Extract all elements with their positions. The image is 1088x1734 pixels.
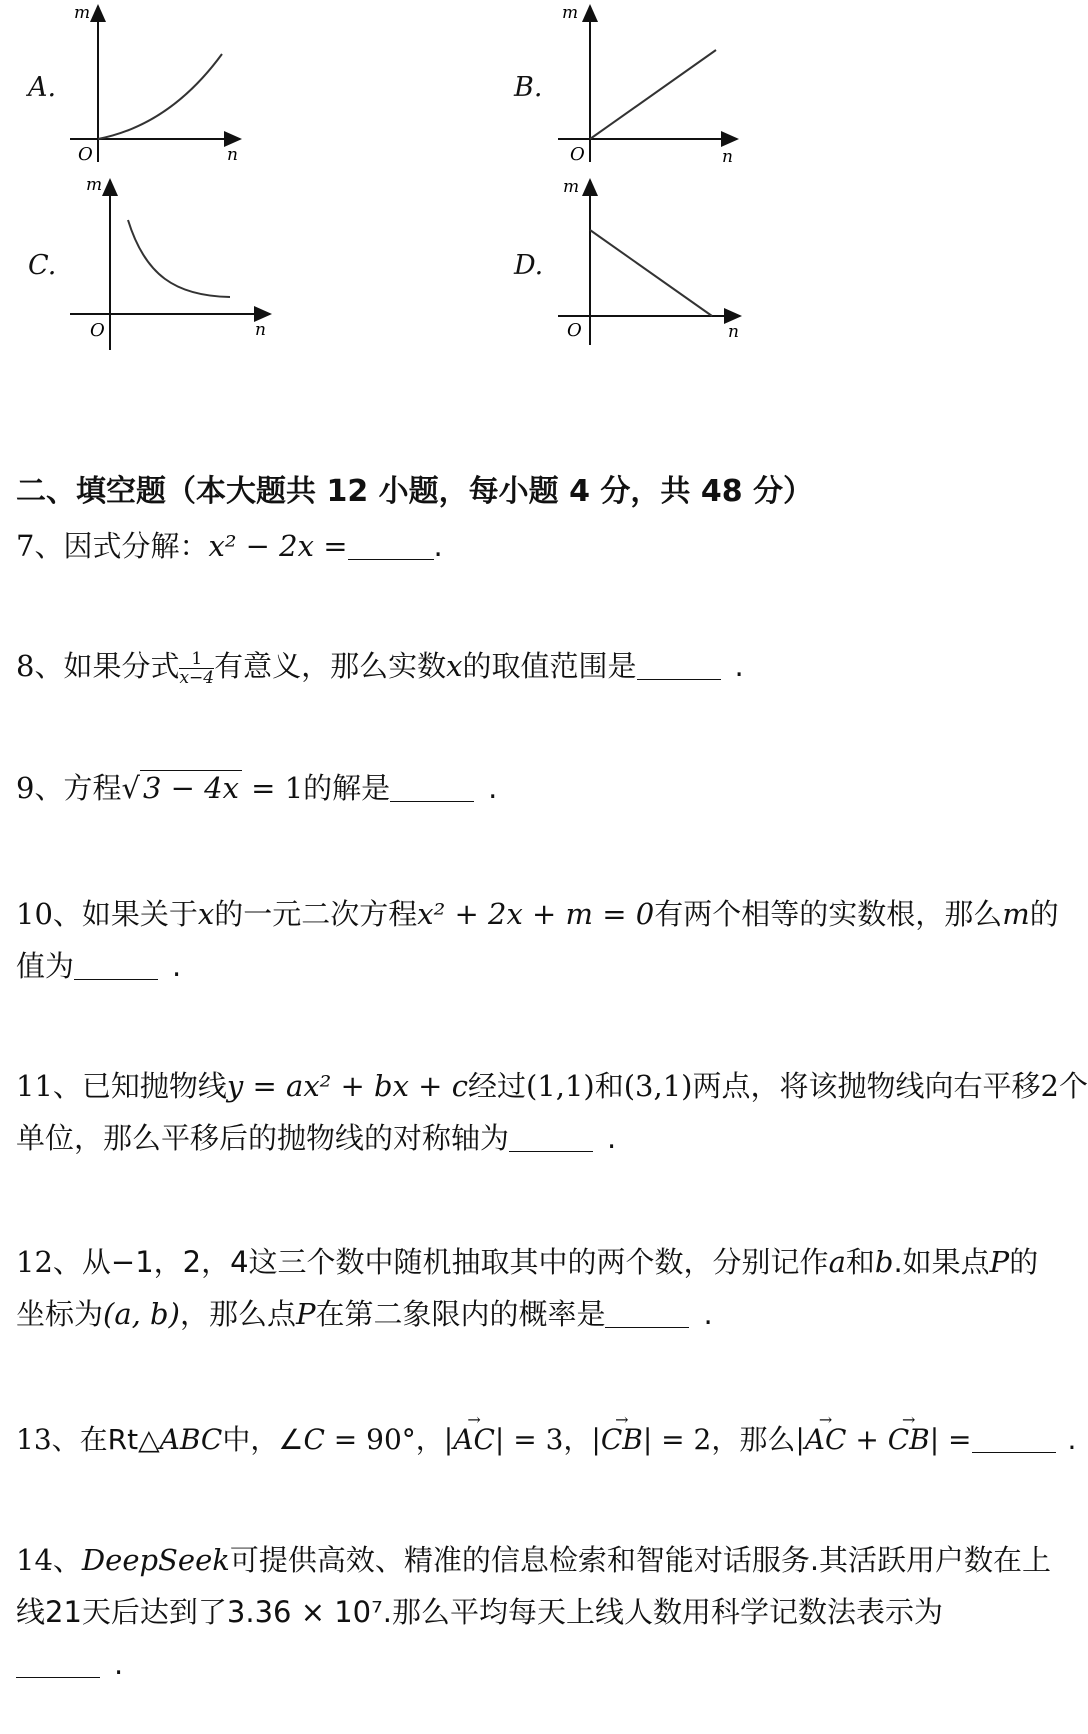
option-graphs: [0, 0, 1080, 380]
q11-text-1: 已知抛物线: [81, 1069, 227, 1103]
q12-line-2c: 在第二象限内的概率是: [315, 1297, 606, 1331]
origin-d: O: [567, 320, 582, 341]
q7-expr: x² − 2x =: [208, 529, 348, 563]
q12-text-1: 从−1，2，4这三个数中随机抽取其中的两个数，分别记作: [81, 1245, 829, 1279]
q7-number: 7、: [16, 529, 64, 563]
q12-point-p2: P: [295, 1297, 316, 1331]
q13-vector-ac-2: → AC: [805, 1414, 847, 1466]
q11-text-2: 经过: [467, 1069, 526, 1103]
q13-number: 13、: [16, 1423, 80, 1456]
q10-period: .: [172, 949, 182, 983]
q12-point-p: P: [989, 1245, 1010, 1279]
axis-m-c: m: [86, 175, 103, 195]
q8-answer-blank[interactable]: [637, 649, 721, 680]
q14-line-2: 线21天后达到了3.36 × 10⁷.那么平均每天上线人数用科学记数法表示为: [16, 1595, 943, 1629]
q10-line-2: 值为: [16, 949, 75, 983]
q8-text-2: 有意义，那么实数: [214, 649, 447, 683]
q12-text-2: 和: [845, 1245, 875, 1279]
q13-text-1: 在Rt△: [79, 1423, 160, 1456]
q14-number: 14、: [16, 1543, 82, 1577]
q12-text-3: .如果点: [893, 1245, 990, 1279]
question-8: [16, 640, 1066, 692]
q8-fraction: [179, 650, 214, 687]
q13-text-7: | =: [929, 1423, 972, 1456]
question-11: [16, 1060, 1088, 1164]
q14-period: .: [114, 1647, 124, 1681]
question-13: [16, 1414, 1077, 1466]
graph-c: [70, 175, 270, 350]
q10-var2: m: [1002, 897, 1030, 931]
q13-text-3: = 90°，|: [324, 1423, 454, 1456]
q13-text-2: 中，∠: [222, 1423, 304, 1456]
q8-period: .: [734, 649, 744, 683]
q9-number: 9、: [16, 771, 64, 805]
axis-m-d: m: [563, 177, 580, 197]
origin-a: O: [78, 144, 93, 165]
section-heading: 二、填空题（本大题共 12 小题，每小题 4 分，共 48 分）: [16, 474, 814, 509]
q10-var: x: [197, 897, 215, 931]
q11-shift: 2: [1040, 1069, 1059, 1103]
q13-text-5: | = 2，那么|: [642, 1423, 805, 1456]
q11-point-1: (1,1): [525, 1069, 595, 1103]
option-d-label: D.: [514, 250, 544, 281]
q7-answer-blank[interactable]: [348, 529, 434, 560]
q10-text-2: 的一元二次方程: [214, 897, 418, 931]
q13-triangle: ABC: [159, 1423, 223, 1456]
axis-m-b: m: [562, 3, 579, 23]
q9-answer-blank[interactable]: [390, 771, 474, 802]
curve-a: [98, 54, 222, 139]
q7-period: .: [433, 529, 443, 563]
question-7: [16, 520, 1066, 572]
q13-angle-c: C: [303, 1423, 325, 1456]
graph-d: [558, 177, 740, 345]
q14-answer-blank[interactable]: [16, 1647, 100, 1678]
q9-radicand: 3 − 4x: [140, 770, 242, 805]
q12-number: 12、: [16, 1245, 82, 1279]
option-c-label: C.: [28, 250, 57, 281]
q12-coord: (a, b): [103, 1297, 180, 1331]
q10-number: 10、: [16, 897, 82, 931]
question-14: [16, 1534, 1066, 1690]
q9-period: .: [488, 771, 498, 805]
q12-text-4: 的: [1009, 1245, 1039, 1279]
q11-answer-blank[interactable]: [509, 1121, 593, 1152]
axis-m-a: m: [74, 3, 91, 23]
q11-text-3: 和: [594, 1069, 624, 1103]
q12-var-b: b: [874, 1245, 894, 1279]
origin-b: O: [570, 144, 585, 165]
q13-period: .: [1067, 1423, 1077, 1456]
q13-vector-cb: → CB: [601, 1414, 643, 1466]
q9-eq: = 1: [241, 771, 304, 805]
q8-text-1: 如果分式: [63, 649, 180, 683]
q8-var: x: [446, 649, 463, 683]
curve-c: [128, 220, 230, 297]
q10-text-4: 的: [1029, 897, 1059, 931]
q8-frac-num: 1: [179, 650, 214, 669]
q10-text-1: 如果关于: [81, 897, 198, 931]
option-b-label: B.: [514, 72, 543, 103]
q9-text-3: 的解是: [303, 771, 391, 805]
q11-text-5: 个: [1058, 1069, 1088, 1103]
q11-text-4: 两点，将该抛物线向右平移: [692, 1069, 1041, 1103]
axis-n-c: n: [255, 320, 266, 340]
q12-line-2b: ，那么点: [179, 1297, 296, 1331]
axis-n-a: n: [227, 145, 238, 165]
q11-point-2: (3,1): [623, 1069, 693, 1103]
q11-expr: y = ax² + bx + c: [226, 1069, 468, 1103]
q12-answer-blank[interactable]: [605, 1297, 689, 1328]
q7-text: 因式分解：: [63, 529, 209, 563]
q13-vector-cb-2: → CB: [888, 1414, 930, 1466]
q13-text-6: +: [846, 1423, 888, 1456]
option-a-label: A.: [28, 72, 57, 103]
q8-frac-den: x−4: [179, 667, 215, 688]
question-10: [16, 888, 1066, 992]
q12-period: .: [703, 1297, 713, 1331]
q14-text-1: 可提供高效、精准的信息检索和智能对话服务.其活跃用户数在上: [229, 1543, 1052, 1577]
axis-n-d: n: [728, 322, 739, 342]
graph-a: [70, 3, 240, 165]
line-d: [590, 230, 712, 316]
q12-var-a: a: [828, 1245, 846, 1279]
q12-line-2a: 坐标为: [16, 1297, 104, 1331]
q13-text-4: | = 3，|: [494, 1423, 601, 1456]
q13-answer-blank[interactable]: [972, 1422, 1056, 1453]
q8-text-3: 的取值范围是: [462, 649, 637, 683]
axis-n-b: n: [722, 147, 733, 167]
q10-text-3: 有两个相等的实数根，那么: [654, 897, 1003, 931]
q9-text-1: 方程: [63, 771, 122, 805]
q10-expr: x² + 2x + m = 0: [417, 897, 655, 931]
question-12: [16, 1236, 1066, 1340]
q14-deepseek: DeepSeek: [81, 1543, 230, 1577]
q11-number: 11、: [16, 1069, 82, 1103]
graph-b: [558, 3, 737, 167]
origin-c: O: [90, 320, 105, 341]
q11-line-2: 单位，那么平移后的抛物线的对称轴为: [16, 1121, 510, 1155]
question-9: 9、方程√ 3 − 4x = 1的解是 .: [16, 771, 498, 805]
q11-period: .: [607, 1121, 617, 1155]
q10-answer-blank[interactable]: [74, 949, 158, 980]
q8-number: 8、: [16, 649, 64, 683]
line-b: [590, 50, 716, 139]
q13-vector-ac: → AC: [453, 1414, 495, 1466]
